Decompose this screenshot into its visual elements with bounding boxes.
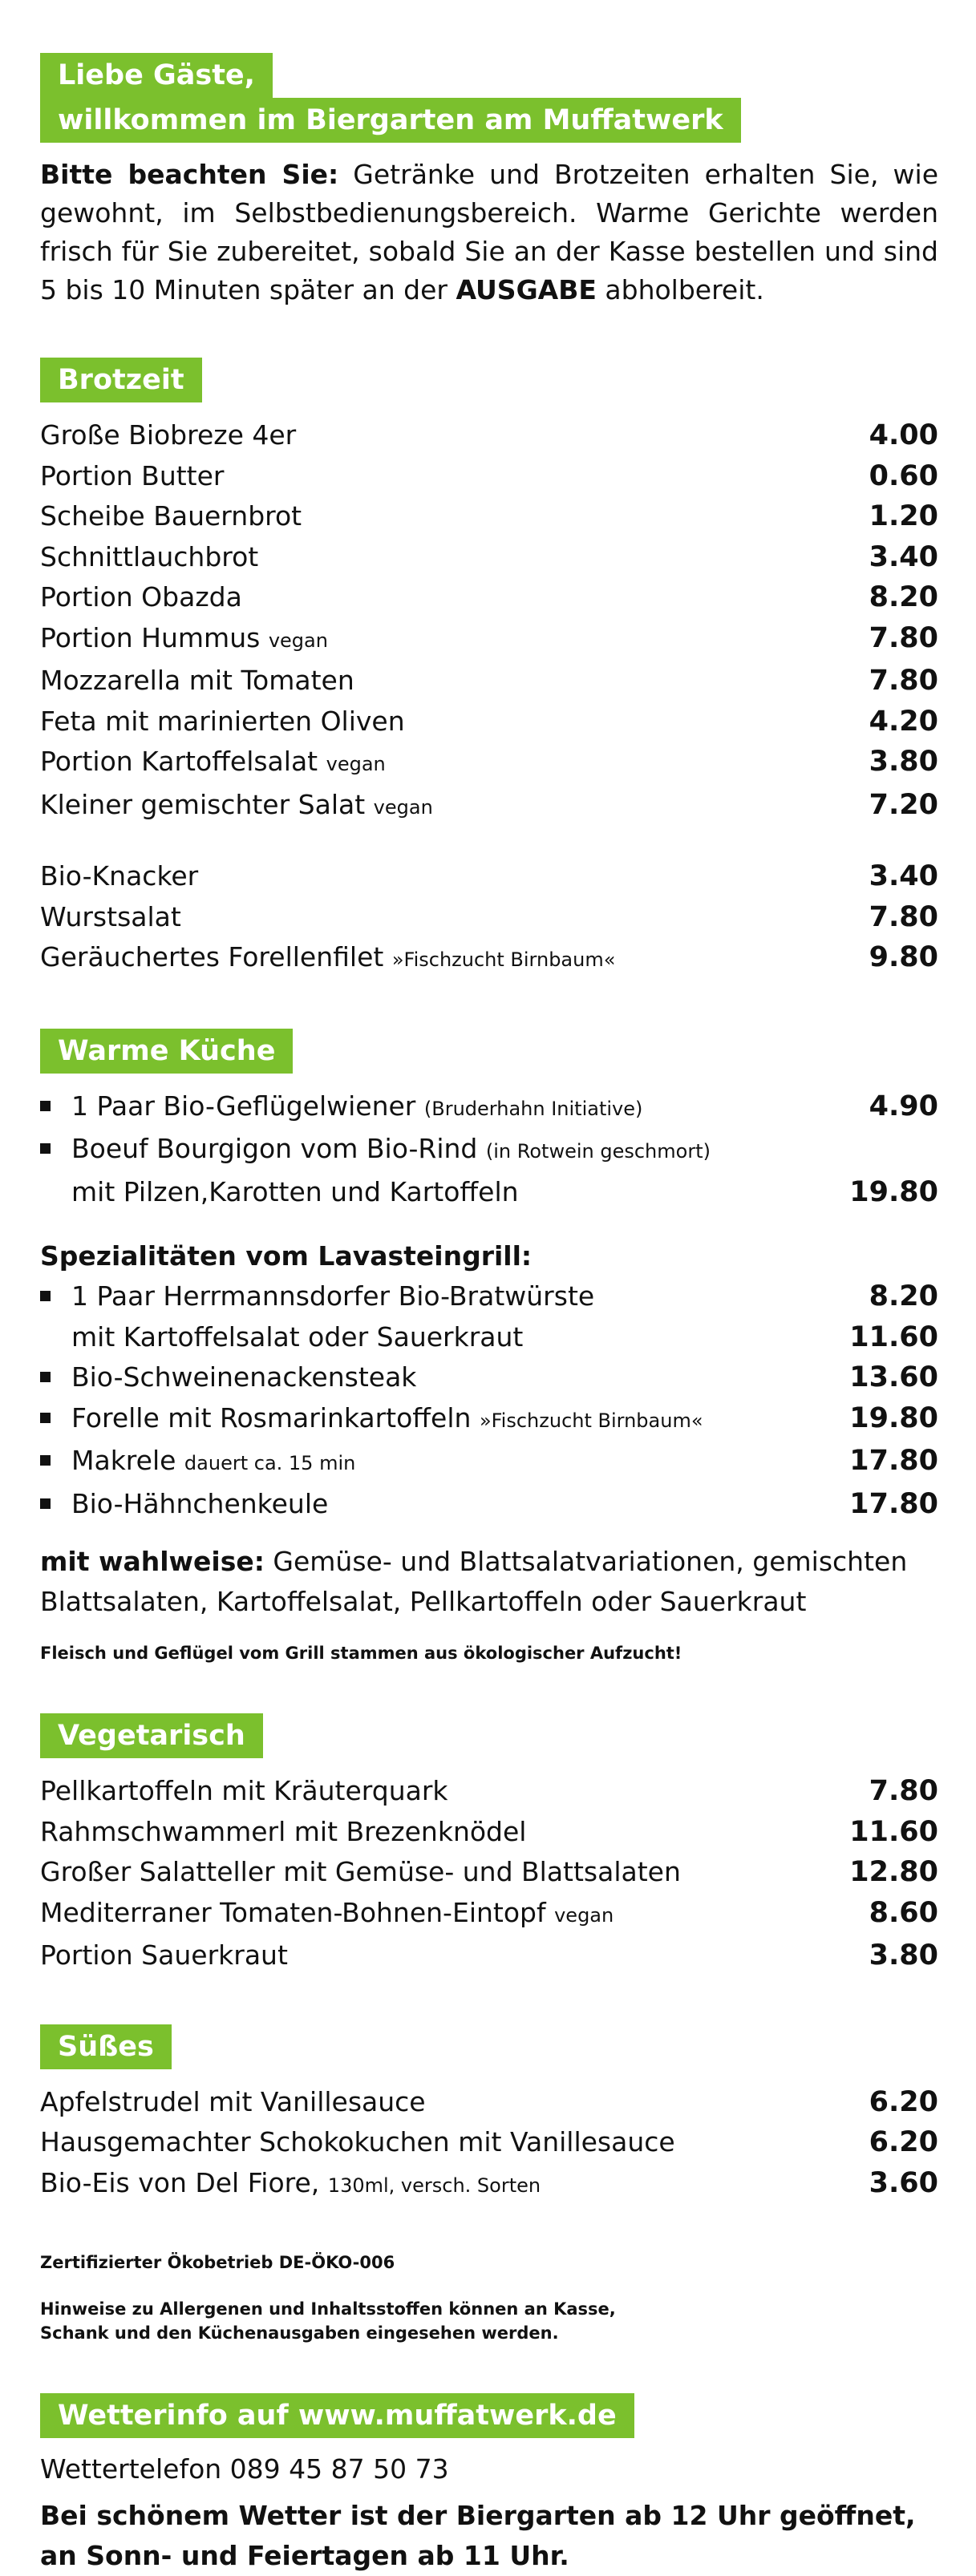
item-price: 7.20 xyxy=(869,788,938,821)
item-name: Makrele xyxy=(71,1445,176,1476)
item-price: 9.80 xyxy=(869,941,938,973)
item-price: 19.80 xyxy=(849,1175,938,1208)
menu-page xyxy=(40,53,938,2576)
item-name: Wurstsalat xyxy=(40,900,181,932)
item-price: 4.20 xyxy=(869,705,938,738)
item-name: 1 Paar Bio-Geflügelwiener xyxy=(71,1090,416,1122)
square-bullet-icon xyxy=(40,1101,51,1111)
menu-item-variant xyxy=(40,1317,938,1358)
opening-line2: an Sonn- und Feiertagen ab 11 Uhr. xyxy=(40,2540,569,2571)
group-spacer xyxy=(40,827,938,856)
menu-item xyxy=(40,1086,938,1130)
item-price: 13.60 xyxy=(849,1361,938,1393)
vegetarisch-list xyxy=(40,1771,938,1976)
menu-item xyxy=(40,1893,938,1936)
item-name: Pellkartoffeln mit Kräuterquark xyxy=(40,1775,448,1806)
item-name: Geräuchertes Forellenfilet xyxy=(40,941,384,973)
item-name: Große Biobreze 4er xyxy=(40,419,297,451)
item-name: Portion Sauerkraut xyxy=(40,1939,288,1971)
item-name: Bio-Hähnchenkeule xyxy=(71,1487,329,1519)
menu-item xyxy=(40,1129,938,1172)
square-bullet-icon xyxy=(40,1498,51,1509)
menu-item xyxy=(40,496,938,537)
intro-section xyxy=(40,53,938,309)
side-options xyxy=(40,1542,938,1622)
item-name: Hausgemachter Schokokuchen mit Vanillesauce xyxy=(40,2126,675,2157)
warme-kueche-section xyxy=(40,1029,938,1666)
suesses-list xyxy=(40,2082,938,2206)
item-price: 12.80 xyxy=(849,1856,938,1888)
menu-item xyxy=(40,661,938,702)
square-bullet-icon xyxy=(40,1372,51,1382)
square-bullet-icon xyxy=(40,1455,51,1466)
allergy-line1: Hinweise zu Allergenen und Inhaltsstoffen können an Kasse, xyxy=(40,2299,616,2319)
notice-text-2: abholbereit. xyxy=(596,274,764,305)
vegetarisch-section xyxy=(40,1713,938,1976)
menu-item xyxy=(40,537,938,578)
item-name: Boeuf Bourgigon vom Bio-Rind xyxy=(71,1133,478,1164)
menu-item xyxy=(40,1276,938,1317)
menu-item xyxy=(40,577,938,618)
item-note: vegan xyxy=(554,1903,614,1927)
menu-item xyxy=(40,785,938,828)
item-price: 17.80 xyxy=(849,1487,938,1520)
item-name: Portion Hummus xyxy=(40,621,261,653)
notice-strong: AUSGABE xyxy=(456,274,597,305)
item-name: Großer Salatteller mit Gemüse- und Blattsalaten xyxy=(40,1856,681,1887)
item-name-line2: mit Pilzen,Karotten und Kartoffeln xyxy=(71,1175,519,1207)
item-price: 8.20 xyxy=(869,581,938,613)
menu-item xyxy=(40,702,938,742)
allergy-line2: Schank und den Küchenausgaben eingesehen werden. xyxy=(40,2323,559,2343)
menu-item xyxy=(40,456,938,497)
item-name: Schnittlauchbrot xyxy=(40,540,259,572)
item-name: Rahmschwammerl mit Brezenknödel xyxy=(40,1815,527,1847)
menu-item xyxy=(40,618,938,661)
brotzeit-heading: Brotzeit xyxy=(40,358,202,402)
weather-phone: Wettertelefon 089 45 87 50 73 xyxy=(40,2453,449,2485)
certificate-note: Zertifizierter Ökobetrieb DE-ÖKO-006 xyxy=(40,2253,395,2272)
menu-item xyxy=(40,1812,938,1853)
menu-item-continuation xyxy=(40,1172,938,1213)
item-price: 4.90 xyxy=(869,1090,938,1122)
weather-section xyxy=(40,2393,938,2576)
item-price: 6.20 xyxy=(869,2126,938,2158)
brotzeit-list xyxy=(40,415,938,981)
item-name: Bio-Schweinenackensteak xyxy=(71,1361,417,1393)
footer-notes xyxy=(40,2250,938,2345)
item-name-line2: mit Kartoffelsalat oder Sauerkraut xyxy=(71,1320,524,1353)
side-options-text: Gemüse- und Blattsalatvariationen, gemischten Blattsalaten, Kartoffelsalat, Pellkartoffeln oder Sauerkraut xyxy=(40,1546,908,1617)
grill-heading: Spezialitäten vom Lavasteingrill: xyxy=(40,1240,533,1272)
item-note: (in Rotwein geschmort) xyxy=(485,1140,711,1163)
item-price: 8.60 xyxy=(869,1896,938,1929)
item-name: Feta mit marinierten Oliven xyxy=(40,705,405,737)
item-price: 11.60 xyxy=(849,1320,938,1353)
menu-item xyxy=(40,2082,938,2123)
menu-item xyxy=(40,897,938,938)
item-note: vegan xyxy=(268,629,328,652)
item-name: Mozzarella mit Tomaten xyxy=(40,665,354,696)
item-note: »Fischzucht Birnbaum« xyxy=(479,1409,703,1432)
item-price: 8.20 xyxy=(869,1280,938,1312)
item-price: 3.80 xyxy=(869,746,938,778)
welcome-title-line1: Liebe Gäste, xyxy=(40,53,273,98)
item-name: 1 Paar Herrmannsdorfer Bio-Bratwürste xyxy=(71,1280,595,1312)
item-note: (Bruderhahn Initiative) xyxy=(423,1097,643,1120)
item-price: 1.20 xyxy=(869,500,938,532)
warme-kueche-list xyxy=(40,1086,938,1213)
item-note: 130ml, versch. Sorten xyxy=(327,2174,541,2197)
item-name: Portion Butter xyxy=(40,459,225,491)
item-price: 6.20 xyxy=(869,2085,938,2118)
side-options-label: mit wahlweise: xyxy=(40,1546,265,1577)
origin-note: Fleisch und Geflügel vom Grill stammen aus ökologischer Aufzucht! xyxy=(40,1644,682,1663)
menu-item xyxy=(40,1852,938,1893)
vegetarisch-heading: Vegetarisch xyxy=(40,1713,263,1758)
square-bullet-icon xyxy=(40,1413,51,1423)
menu-item xyxy=(40,415,938,456)
square-bullet-icon xyxy=(40,1291,51,1301)
item-name: Bio-Knacker xyxy=(40,860,199,892)
item-name: Portion Kartoffelsalat xyxy=(40,746,318,777)
notice-label: Bitte beachten Sie: xyxy=(40,159,339,190)
allergy-note xyxy=(40,2297,938,2345)
item-price: 3.80 xyxy=(869,1939,938,1971)
intro-notice xyxy=(40,156,938,309)
item-note: vegan xyxy=(373,795,433,819)
item-price: 11.60 xyxy=(849,1815,938,1848)
item-price: 3.60 xyxy=(869,2166,938,2199)
menu-item xyxy=(40,1398,938,1442)
menu-item xyxy=(40,2163,938,2206)
item-name: Forelle mit Rosmarinkartoffeln xyxy=(71,1401,472,1434)
item-price: 7.80 xyxy=(869,621,938,654)
menu-item xyxy=(40,1484,938,1525)
menu-item xyxy=(40,742,938,785)
item-name: Portion Obazda xyxy=(40,581,242,613)
grill-list xyxy=(40,1276,938,1524)
menu-item xyxy=(40,1441,938,1484)
welcome-title-line2: willkommen im Biergarten am Muffatwerk xyxy=(40,98,741,143)
item-name: Scheibe Bauernbrot xyxy=(40,500,302,532)
item-note: »Fischzucht Birnbaum« xyxy=(391,948,616,971)
weather-heading: Wetterinfo auf www.muffatwerk.de xyxy=(40,2393,634,2438)
warme-kueche-heading: Warme Küche xyxy=(40,1029,293,1074)
item-price: 17.80 xyxy=(849,1445,938,1477)
menu-item xyxy=(40,1771,938,1812)
menu-item xyxy=(40,1935,938,1976)
square-bullet-icon xyxy=(40,1143,51,1154)
item-price: 3.40 xyxy=(869,540,938,573)
menu-item xyxy=(40,856,938,897)
item-price: 3.40 xyxy=(869,860,938,892)
menu-item xyxy=(40,1357,938,1398)
item-name: Kleiner gemischter Salat xyxy=(40,788,366,820)
item-name: Bio-Eis von Del Fiore, xyxy=(40,2166,320,2198)
opening-hours xyxy=(40,2496,938,2576)
item-name: Mediterraner Tomaten-Bohnen-Eintopf xyxy=(40,1896,546,1928)
item-price: 0.60 xyxy=(869,459,938,492)
item-price: 7.80 xyxy=(869,900,938,933)
menu-item xyxy=(40,937,938,981)
item-note: vegan xyxy=(326,753,386,775)
item-price: 7.80 xyxy=(869,1775,938,1807)
item-price: 7.80 xyxy=(869,665,938,697)
suesses-heading: Süßes xyxy=(40,2024,172,2069)
item-name: Apfelstrudel mit Vanillesauce xyxy=(40,2085,426,2117)
item-note: dauert ca. 15 min xyxy=(184,1452,356,1474)
suesses-section xyxy=(40,2024,938,2206)
brotzeit-section xyxy=(40,358,938,981)
item-price: 4.00 xyxy=(869,419,938,451)
menu-item xyxy=(40,2122,938,2163)
opening-line1: Bei schönem Wetter ist der Biergarten ab 12 Uhr geöffnet, xyxy=(40,2500,916,2531)
item-price: 19.80 xyxy=(849,1401,938,1434)
notice-text-1: Getränke und Brotzeiten erhalten Sie, wie gewohnt, im Selbstbedienungsbereich. Warme Gerichte werden frisch für Sie zubereitet, sobald Sie an der Kasse bestellen und sind 5 bis 10 Minuten später an der xyxy=(40,159,938,305)
